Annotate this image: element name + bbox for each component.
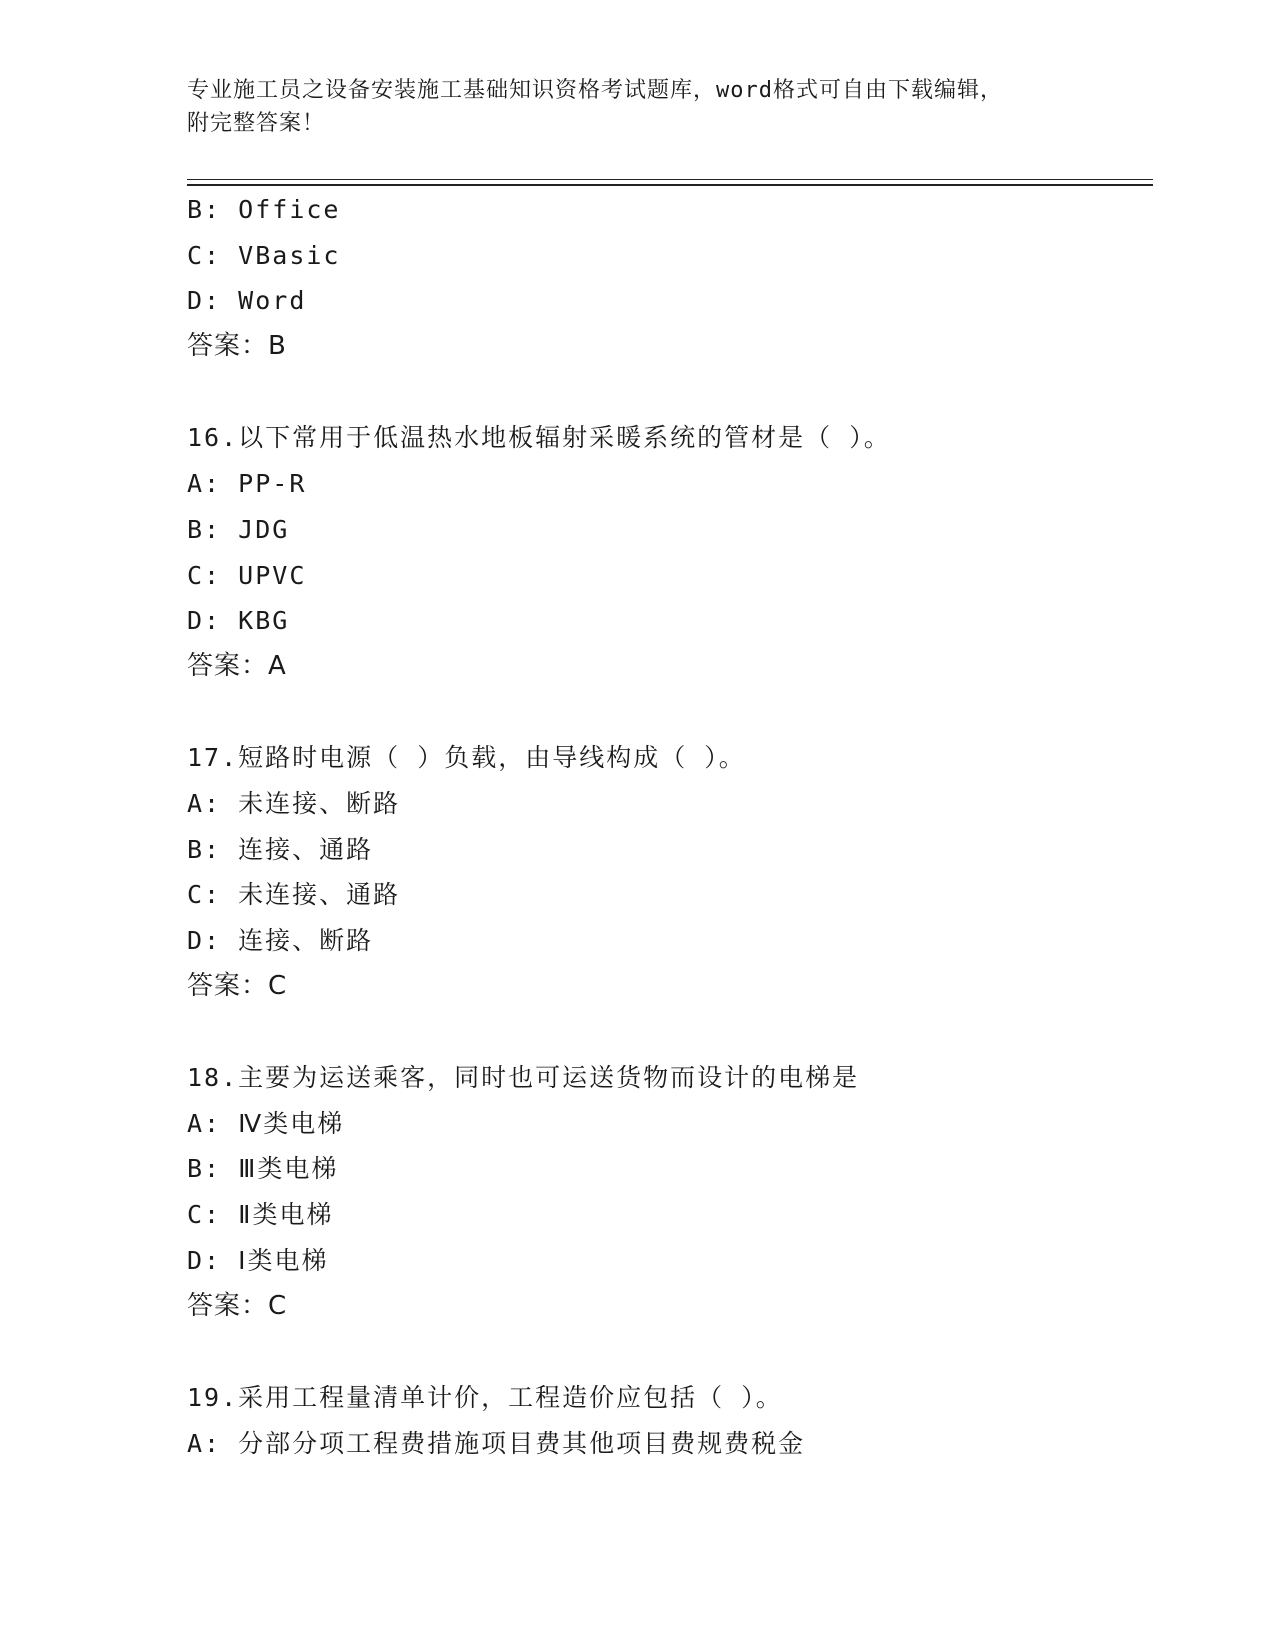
option-d: D: 连接、断路 <box>187 926 374 955</box>
option-b: B: 连接、通路 <box>187 834 374 864</box>
page-header <box>187 74 1087 140</box>
answer-line: 答案：A <box>187 650 287 681</box>
header-divider <box>187 179 1153 180</box>
question-stem: 16.以下常用于低温热水地板辐射采暖系统的管材是（ ）。 <box>187 423 891 453</box>
option-a: A: 分部分项工程费措施项目费其他项目费规费税金 <box>187 1428 806 1458</box>
option-c: C: 未连接、通路 <box>187 880 401 910</box>
option-c: C: VBasic <box>187 240 341 270</box>
spacer <box>187 1009 1153 1055</box>
option-a: A: PP-R <box>187 469 307 499</box>
spacer <box>187 1329 1153 1375</box>
option-c: C: Ⅱ类电梯 <box>187 1200 334 1230</box>
option-c: C: UPVC <box>187 560 307 590</box>
header-line-1: 专业施工员之设备安装施工基础知识资格考试题库，word格式可自由下载编辑， <box>187 78 1003 103</box>
question-stem: 18.主要为运送乘客，同时也可运送货物而设计的电梯是 <box>187 1063 860 1093</box>
answer-line: 答案：B <box>187 331 287 362</box>
question-list <box>187 187 1153 1466</box>
spacer <box>187 370 1153 416</box>
spacer <box>187 690 1153 736</box>
option-b: B: Office <box>187 195 341 224</box>
option-b: B: Ⅲ类电梯 <box>187 1154 339 1184</box>
question-stem: 19.采用工程量清单计价，工程造价应包括（ ）。 <box>187 1382 783 1412</box>
answer-line: 答案：C <box>187 970 288 1001</box>
option-d: D: KBG <box>187 606 290 636</box>
option-d: D: Ⅰ类电梯 <box>187 1245 329 1275</box>
option-b: B: JDG <box>187 514 290 544</box>
header-divider-thick <box>187 184 1153 186</box>
answer-line: 答案：C <box>187 1290 288 1321</box>
option-a: A: Ⅳ类电梯 <box>187 1108 345 1138</box>
question-stem: 17.短路时电源（ ）负载，由导线构成（ ）。 <box>187 743 746 773</box>
header-line-2: 附完整答案！ <box>187 111 326 136</box>
option-d: D: Word <box>187 286 307 316</box>
option-a: A: 未连接、断路 <box>187 788 401 818</box>
